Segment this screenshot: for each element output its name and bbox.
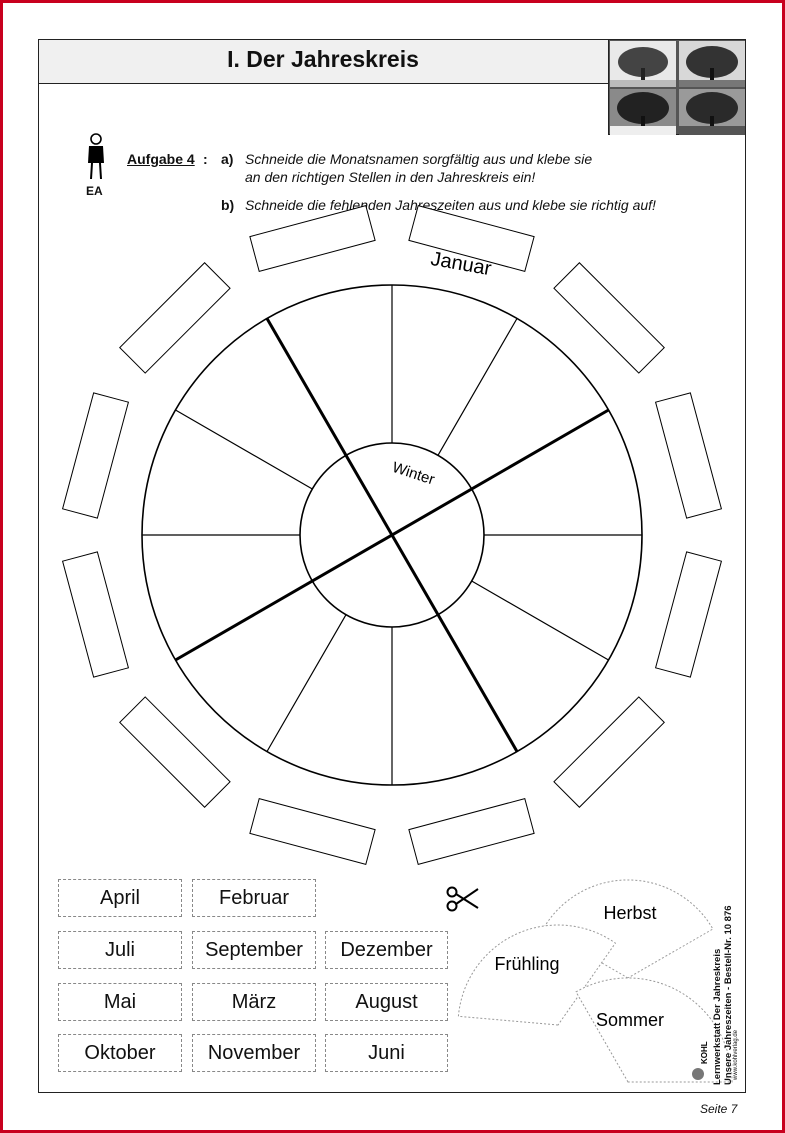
task-colon: : — [203, 151, 208, 167]
filled-month-label: Januar — [429, 247, 494, 281]
season-cutout-sommer: Sommer — [595, 1010, 665, 1030]
month-cutout: August — [325, 983, 448, 1021]
task-b-line-1: Schneide die fehlenden Jahreszeiten aus und klebe sie richtig auf! — [245, 197, 656, 213]
month-cutout: Juli — [58, 931, 182, 969]
publisher-logo — [689, 1040, 713, 1084]
month-cutout: Oktober — [58, 1034, 182, 1072]
page-title: I. Der Jahreskreis — [227, 46, 419, 72]
publisher-line-2: Unsere Jahreszeiten - Bestell-Nr. 10 876 — [723, 905, 734, 1085]
publisher-line-1: Lernwerkstatt Der Jahreskreis — [712, 948, 723, 1085]
publisher-logo-text: KOHL — [700, 1041, 709, 1064]
filled-season-label: Winter — [390, 458, 437, 489]
page-number: Seite 7 — [700, 1102, 738, 1116]
task-b-letter: b) — [221, 197, 235, 213]
month-cutout: Mai — [58, 983, 182, 1021]
publisher-info — [712, 905, 734, 1085]
task-a-line-1: Schneide die Monatsnamen sorgfältig aus und klebe sie — [245, 151, 593, 167]
work-form-label: EA — [86, 184, 103, 198]
month-cutout: März — [192, 983, 316, 1021]
publisher-url: www.kohlverlag.de — [733, 1029, 739, 1080]
month-cutout: Februar — [192, 879, 316, 917]
task-a-letter: a) — [221, 151, 234, 167]
task-a-line-2: an den richtigen Stellen in den Jahreskreis ein! — [245, 169, 536, 185]
season-cutout-fruehling: Frühling — [494, 954, 560, 974]
month-cutout: September — [192, 931, 316, 969]
month-cutout: November — [192, 1034, 316, 1072]
month-cutout: Juni — [325, 1034, 448, 1072]
task-label: Aufgabe 4 — [127, 151, 195, 167]
season-cutout-herbst: Herbst — [603, 903, 657, 923]
month-cutout: Dezember — [325, 931, 448, 969]
month-cutout: April — [58, 879, 182, 917]
